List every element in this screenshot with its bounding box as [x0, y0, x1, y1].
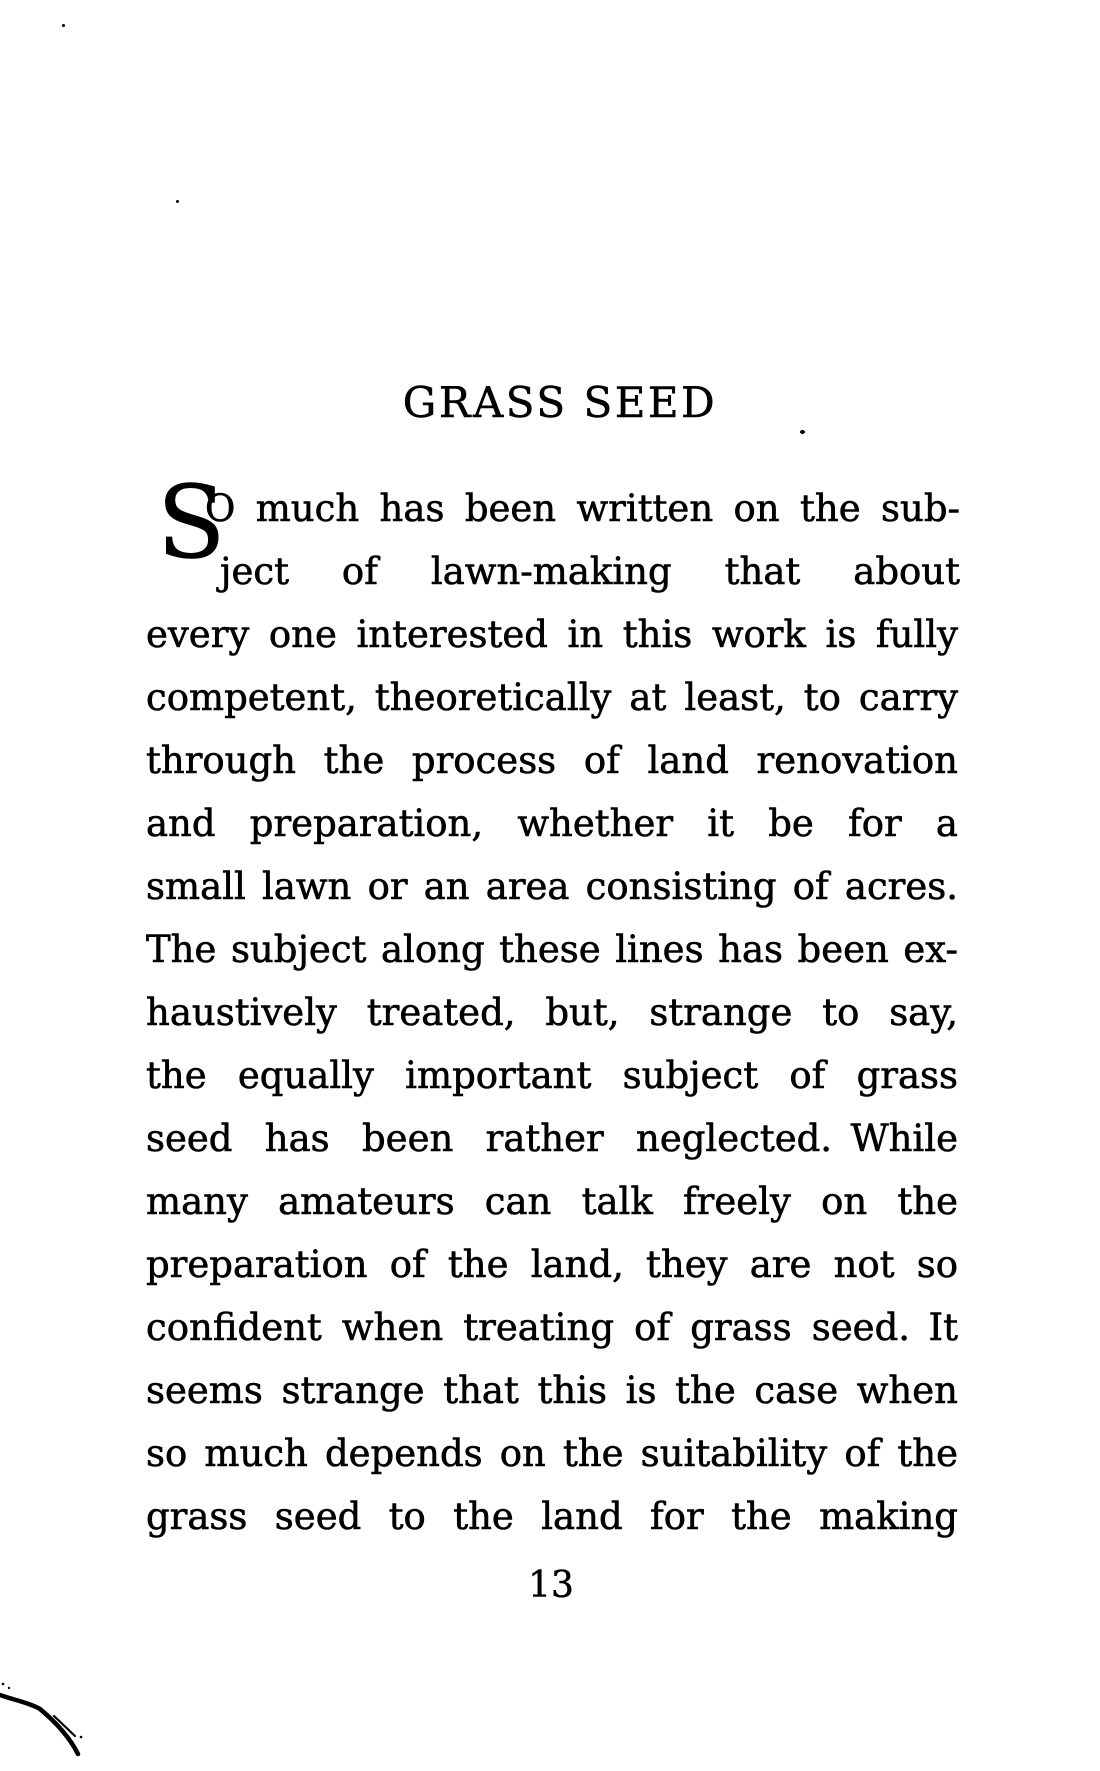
paragraph-line: many amateurs can talk freely on the	[146, 1180, 958, 1223]
paragraph-line: small lawn or an area consisting of acres.	[146, 865, 958, 908]
paragraph-line: seed has been rather neglected. While	[146, 1117, 958, 1160]
ink-speck	[800, 430, 805, 434]
paragraph-line: The subject along these lines has been ex-	[146, 928, 958, 971]
drop-cap: S	[157, 464, 226, 581]
paragraph-line: through the process of land renovation	[146, 739, 958, 782]
paragraph-line: O much has been written on the sub-	[205, 487, 960, 530]
ink-speck	[62, 24, 65, 27]
chapter-title: GRASS SEED	[402, 378, 718, 427]
paragraph-line: the equally important subject of grass	[146, 1054, 958, 1097]
pen-mark-artifact	[0, 1680, 110, 1771]
paragraph-line: and preparation, whether it be for a	[146, 802, 958, 845]
ink-speck	[176, 200, 179, 203]
paragraph-line: ject of lawn-making that about	[220, 550, 960, 593]
paragraph-line: haustively treated, but, strange to say,	[146, 991, 958, 1034]
paragraph-line: competent, theoretically at least, to carry	[146, 676, 958, 719]
paragraph-line: seems strange that this is the case when	[146, 1369, 958, 1412]
paragraph-line: grass seed to the land for the making	[146, 1495, 958, 1538]
paragraph-line: confident when treating of grass seed. It	[146, 1306, 958, 1349]
page-number: 13	[528, 1565, 574, 1606]
paragraph-line: so much depends on the suitability of the	[146, 1432, 958, 1475]
paragraph-line: preparation of the land, they are not so	[146, 1243, 958, 1286]
paragraph-line: every one interested in this work is fully	[146, 613, 958, 656]
